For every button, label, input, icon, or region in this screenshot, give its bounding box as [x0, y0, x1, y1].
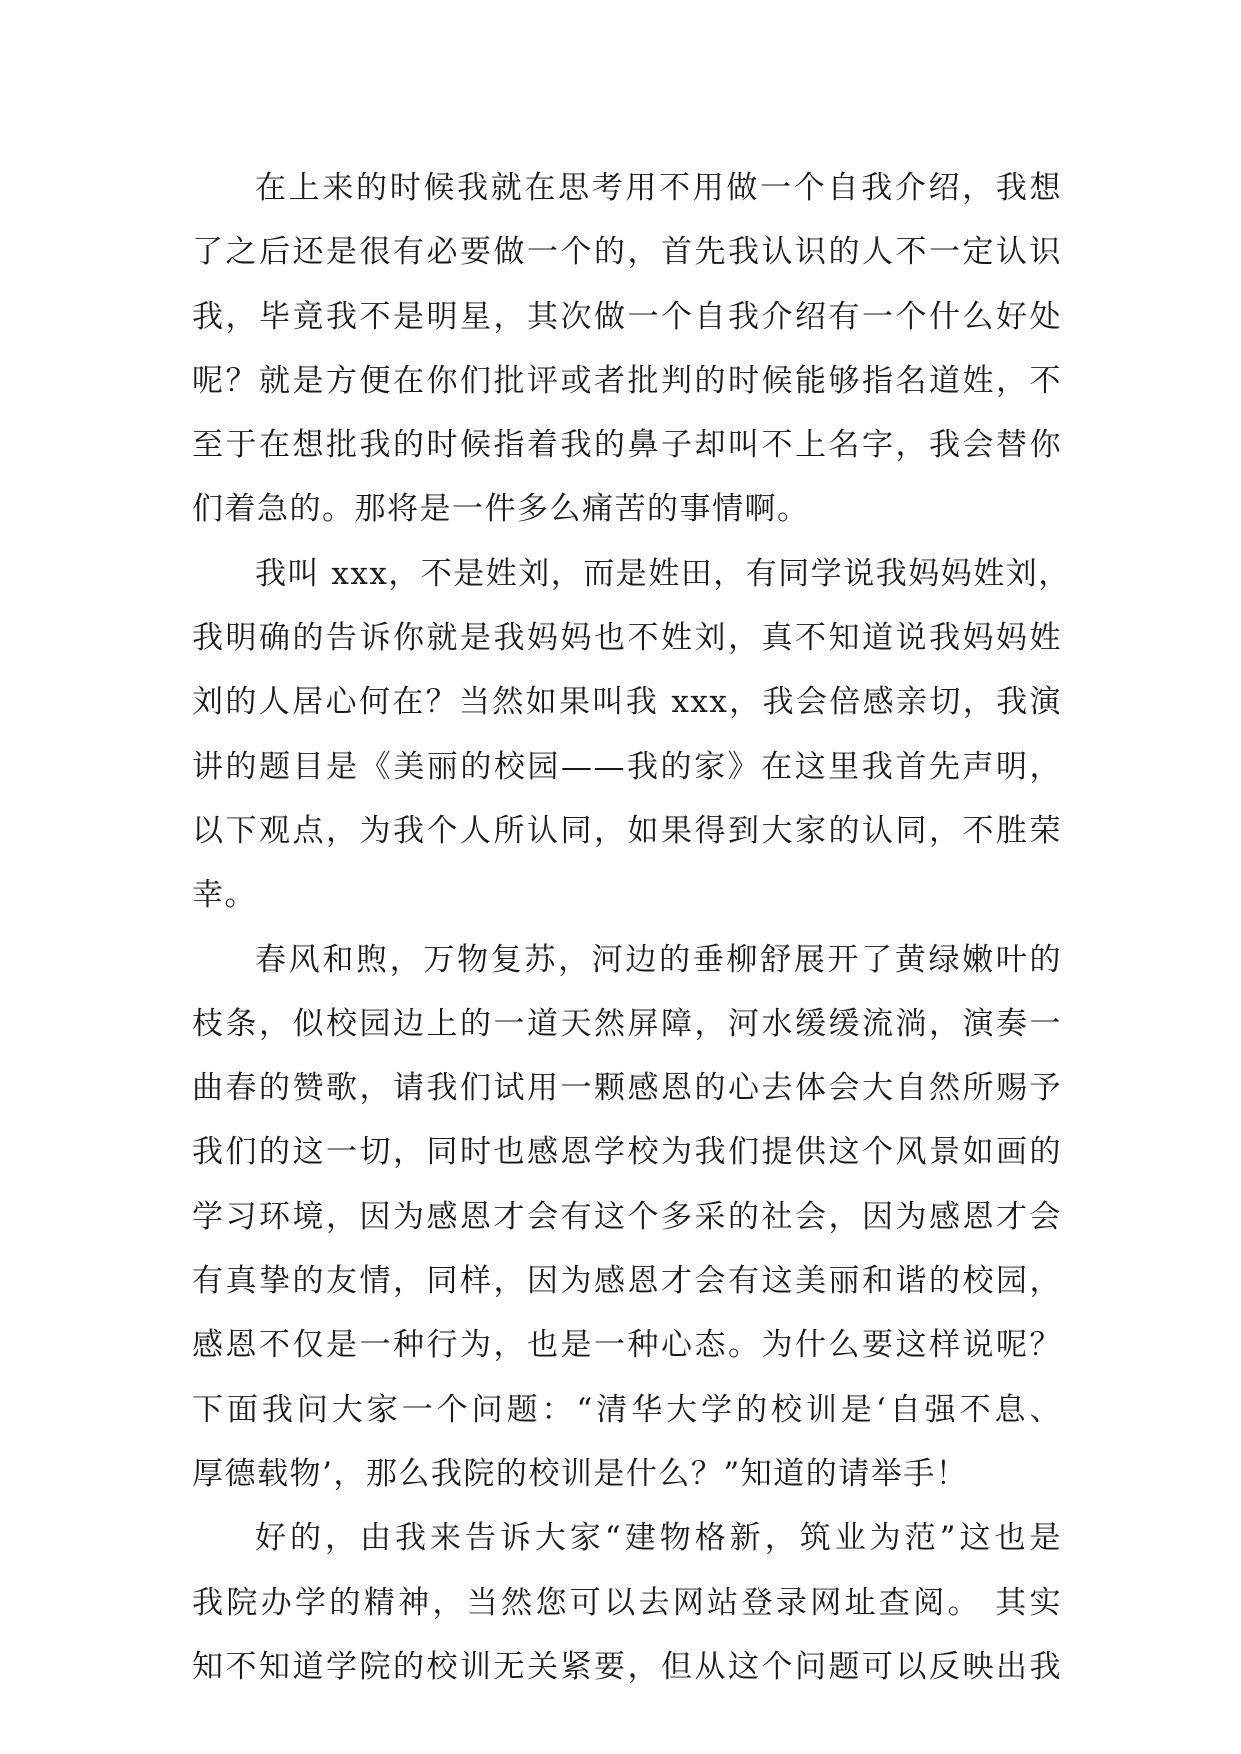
- text-line: 我院办学的精神，当然您可以去网站登录网址查阅。 其实: [192, 1584, 1062, 1621]
- speech-text: [192, 156, 1071, 1699]
- text-line: 下面我问大家一个问题：“清华大学的校训是‘自强不息、: [192, 1391, 1062, 1428]
- paragraph-gratitude: [192, 928, 1062, 1507]
- text-line: 枝条，似校园边上的一道天然屏障，河水缓缓流淌，演奏一: [192, 1005, 1062, 1042]
- text-line: 有真挚的友情，同样，因为感恩才会有这美丽和谐的校园，: [192, 1263, 1062, 1300]
- paragraph-self-intro: [192, 156, 1062, 542]
- text-line: 曲春的赞歌，请我们试用一颗感恩的心去体会大自然所赐予: [192, 1070, 1062, 1107]
- text-line: 学习环境，因为感恩才会有这个多采的社会，因为感恩才会: [192, 1198, 1062, 1235]
- text-line: 刘的人居心何在？当然如果叫我 xxx，我会倍感亲切，我演: [192, 684, 1062, 721]
- paragraph-motto: [192, 1506, 1062, 1699]
- text-line: 以下观点，为我个人所认同，如果得到大家的认同，不胜荣: [192, 812, 1062, 849]
- text-line: 我明确的告诉你就是我妈妈也不姓刘，真不知道说我妈妈姓: [192, 620, 1062, 657]
- text-line: 呢？就是方便在你们批评或者批判的时候能够指名道姓，不: [192, 362, 1062, 399]
- paragraph-name-title: [192, 542, 1071, 928]
- text-line: 厚德载物’，那么我院的校训是什么？”知道的请举手！: [192, 1455, 969, 1492]
- text-line: 感恩不仅是一种行为，也是一种心态。为什么要这样说呢？: [192, 1327, 1062, 1364]
- text-line: 在上来的时候我就在思考用不用做一个自我介绍，我想: [255, 170, 1062, 206]
- text-line: 春风和煦，万物复苏，河边的垂柳舒展开了黄绿嫩叶的: [255, 941, 1062, 978]
- text-line: 好的，由我来告诉大家“建物格新，筑业为范”这也是: [255, 1520, 1062, 1557]
- text-line: 幸。: [192, 877, 257, 914]
- text-line: 知不知道学院的校训无关紧要，但从这个问题可以反映出我: [192, 1648, 1062, 1685]
- text-line: 我，毕竟我不是明星，其次做一个自我介绍有一个什么好处: [192, 298, 1062, 335]
- text-line: 们着急的。那将是一件多么痛苦的事情啊。: [192, 491, 810, 528]
- text-line: 了之后还是很有必要做一个的，首先我认识的人不一定认识: [192, 234, 1062, 271]
- text-line: 我叫 xxx，不是姓刘，而是姓田，有同学说我妈妈姓刘，: [255, 555, 1071, 592]
- text-line: 至于在想批我的时候指着我的鼻子却叫不上名字，我会替你: [192, 427, 1062, 464]
- text-line: 讲的题目是《美丽的校园——我的家》在这里我首先声明，: [192, 748, 1062, 785]
- text-line: 我们的这一切，同时也感恩学校为我们提供这个风景如画的: [192, 1134, 1062, 1171]
